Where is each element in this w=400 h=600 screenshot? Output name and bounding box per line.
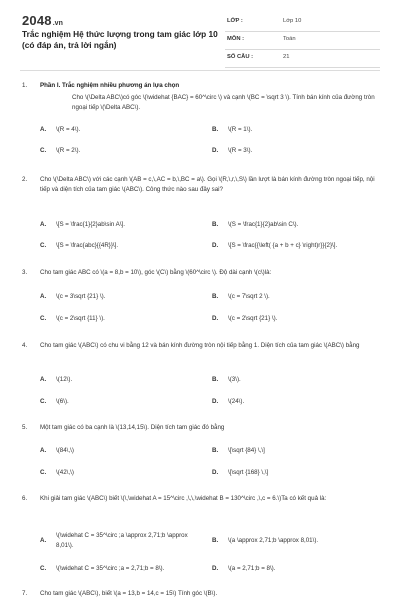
option-text: \(c = 2\sqrt {11} \). bbox=[56, 315, 105, 322]
option-text: \(24\). bbox=[228, 398, 245, 405]
option-letter: C. bbox=[40, 565, 47, 572]
page-title: Trắc nghiệm Hệ thức lượng trong tam giác lớp 10 (có đáp án, trả lời ngắn) bbox=[22, 29, 218, 50]
option-text: \(a = 2,71;b = 8\). bbox=[228, 565, 276, 572]
meta-row-grade bbox=[225, 14, 380, 32]
option-text: \(\widehat C = 35^\circ ;a \approx 2,71;b \approx 8,01\). bbox=[56, 532, 188, 549]
option-text: \[S = \frac{abc}{{4R}}\]. bbox=[56, 242, 119, 249]
option-letter: B. bbox=[212, 293, 219, 300]
meta-label: SỐ CÂU : bbox=[227, 54, 254, 60]
question-text: Một tam giác có ba cạnh là \(13,14,15\). Diện tích tam giác đó bằng bbox=[40, 424, 225, 431]
meta-row-count bbox=[225, 50, 380, 68]
option-text: \[\sqrt {84} \,\] bbox=[228, 447, 265, 454]
brand-number: 2048 bbox=[22, 13, 52, 28]
question-number: 6. bbox=[22, 495, 28, 502]
option-text: \(S = \frac{1}{2}ab\sin C\). bbox=[228, 221, 299, 228]
option-text: \[S = \frac{{\left( {a + b + c} \right)r}}{2}\]. bbox=[228, 242, 338, 249]
option-text: \(3\). bbox=[228, 376, 241, 383]
option-text: \(R = 1\). bbox=[228, 126, 253, 133]
meta-row-subject bbox=[225, 32, 380, 50]
option-letter: D. bbox=[212, 242, 219, 249]
question-text: Cho tam giác ABC có \(a = 8,b = 10\), góc \(C\) bằng \(60^\circ \). Độ dài cạnh \(c\)là: bbox=[40, 269, 272, 276]
option-letter: A. bbox=[40, 376, 47, 383]
option-letter: D. bbox=[212, 398, 219, 405]
option-text: \(12\). bbox=[56, 376, 73, 383]
option-letter: D. bbox=[212, 315, 219, 322]
option-letter: A. bbox=[40, 293, 47, 300]
question-text: Cho \(\Delta ABC\) với các cạnh \(AB = c,\,AC = b,\,BC = a\). Gọi \(R,\,r,\,S\) lần lượt là bán kính đường tròn ngoại tiếp, nội tiếp và diện tích của tam giác \(ABC\). Công thức nào sau đây sai? bbox=[40, 176, 375, 193]
option-letter: A. bbox=[40, 537, 47, 544]
brand-domain: .vn bbox=[52, 20, 63, 27]
option-letter: C. bbox=[40, 469, 47, 476]
option-text: \(R = 2\). bbox=[56, 147, 81, 154]
option-letter: A. bbox=[40, 126, 47, 133]
meta-table bbox=[225, 14, 380, 68]
section-title: Phần I. Trắc nghiệm nhiều phương án lựa chọn bbox=[40, 82, 180, 89]
option-letter: B. bbox=[212, 221, 219, 228]
option-text: \(c = 2\sqrt {21} \). bbox=[228, 315, 278, 322]
option-letter: B. bbox=[212, 537, 219, 544]
question-text: Khi giải tam giác \(ABC\) biết \(\,\widehat A = 15^\circ ,\,\,\widehat B = 130^\circ ,\,c = 6.\)Ta có kết quả là: bbox=[40, 495, 327, 502]
meta-value: Lớp 10 bbox=[283, 18, 302, 24]
option-text: \(42\,\) bbox=[56, 469, 74, 476]
option-text: \(\widehat C = 35^\circ ;a = 2,71;b = 8\). bbox=[56, 565, 165, 572]
option-text: \(R = 4\). bbox=[56, 126, 81, 133]
header-divider bbox=[20, 70, 380, 71]
option-text: \(c = 7\sqrt 2 \). bbox=[228, 293, 270, 300]
meta-value: Toán bbox=[283, 36, 296, 42]
question-number: 4. bbox=[22, 342, 28, 349]
meta-value: 21 bbox=[283, 54, 290, 60]
option-letter: D. bbox=[212, 469, 219, 476]
meta-label: LỚP : bbox=[227, 18, 243, 24]
option-text: \(a \approx 2,71;b \approx 8,01\). bbox=[228, 537, 319, 544]
question-text: Cho tam giác \(ABC\), biết \(a = 13,b = 14,c = 15\) Tính góc \(B\). bbox=[40, 590, 218, 597]
option-letter: D. bbox=[212, 565, 219, 572]
meta-label: MÔN : bbox=[227, 36, 245, 42]
option-letter: C. bbox=[40, 242, 47, 249]
option-text: \(6\). bbox=[56, 398, 69, 405]
option-letter: C. bbox=[40, 315, 47, 322]
option-letter: A. bbox=[40, 447, 47, 454]
option-letter: C. bbox=[40, 398, 47, 405]
option-text: \(R = 3\). bbox=[228, 147, 253, 154]
question-number: 2. bbox=[22, 176, 28, 183]
option-text: \(84\,\) bbox=[56, 447, 74, 454]
question-number: 3. bbox=[22, 269, 28, 276]
option-letter: D. bbox=[212, 147, 219, 154]
option-letter: B. bbox=[212, 126, 219, 133]
question-number: 5. bbox=[22, 424, 28, 431]
option-letter: C. bbox=[40, 147, 47, 154]
option-letter: B. bbox=[212, 447, 219, 454]
option-text: \[\sqrt {168} \,\] bbox=[228, 469, 269, 476]
question-text: Cho \(\Delta ABC\)có góc \(\widehat {BAC} = 60^\circ \) và cạnh \(BC = \sqrt 3 \). Tính bán kính của đường tròn ngoại tiếp \(\Delta ABC\). bbox=[72, 94, 375, 111]
header bbox=[0, 0, 400, 66]
question-number: 1. bbox=[22, 82, 28, 89]
option-letter: B. bbox=[212, 376, 219, 383]
option-text: \(c = 3\sqrt {21} \). bbox=[56, 293, 106, 300]
brand-logo[interactable] bbox=[22, 13, 63, 28]
question-text: Cho tam giác \(ABC\) có chu vi bằng 12 và bán kính đường tròn nội tiếp bằng 1. Diện tích của tam giác \(ABC\) bằng bbox=[40, 342, 360, 349]
option-text: \[S = \frac{1}{2}ab\sin A\]. bbox=[56, 221, 125, 228]
question-number: 7. bbox=[22, 590, 28, 597]
option-letter: A. bbox=[40, 221, 47, 228]
